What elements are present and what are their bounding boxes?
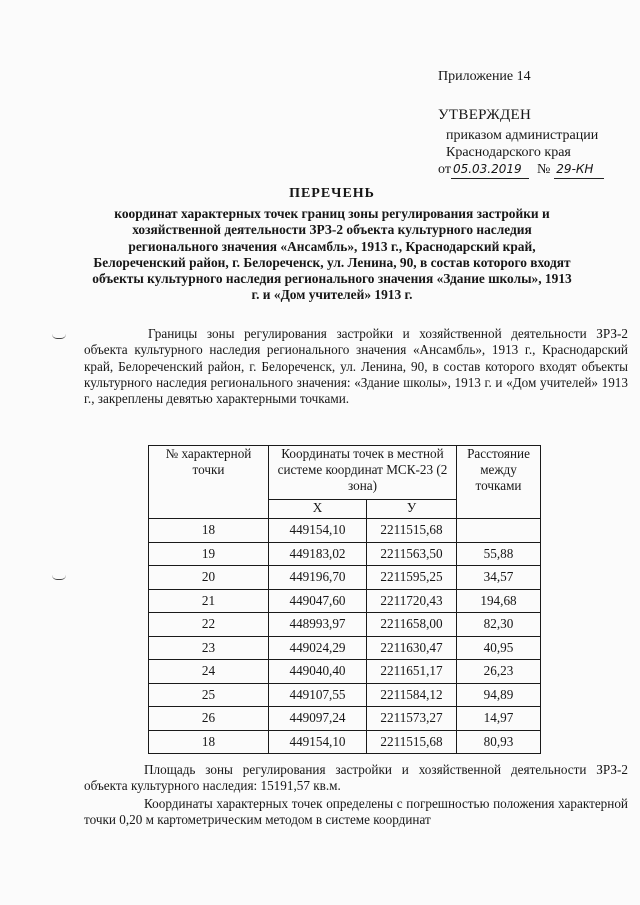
- table-row: [149, 707, 541, 731]
- y-cell: 2211720,43: [367, 589, 457, 613]
- x-cell: 449183,02: [269, 542, 367, 566]
- header-y: У: [367, 500, 457, 519]
- distance-cell: 14,97: [457, 707, 541, 731]
- y-cell: 2211630,47: [367, 636, 457, 660]
- distance-cell: 55,88: [457, 542, 541, 566]
- y-cell: 2211584,12: [367, 683, 457, 707]
- point-cell: 23: [149, 636, 269, 660]
- appendix-label: Приложение 14: [438, 69, 531, 84]
- point-cell: 18: [149, 519, 269, 543]
- distance-cell: 194,68: [457, 589, 541, 613]
- document-title: ПЕРЕЧЕНЬ: [289, 186, 375, 201]
- header-coordinates: Координаты точек в местной системе координат МСК-23 (2 зона): [269, 446, 457, 500]
- table-row: [149, 519, 541, 543]
- y-cell: 2211595,25: [367, 566, 457, 590]
- x-cell: 449154,10: [269, 519, 367, 543]
- precision-paragraph: Координаты характерных точек определены с погрешностью положения характерной точки 0,20 м картометрическим методом в системе координат: [84, 796, 628, 828]
- approval-line-1: приказом администрации: [446, 128, 599, 143]
- number-label: №: [536, 162, 551, 177]
- distance-cell: 26,23: [457, 660, 541, 684]
- coordinates-table: [148, 445, 541, 754]
- x-cell: 448993,97: [269, 613, 367, 637]
- y-cell: 2211573,27: [367, 707, 457, 731]
- table-row: [149, 589, 541, 613]
- distance-cell: 80,93: [457, 730, 541, 754]
- from-label: от: [438, 162, 451, 177]
- distance-cell: 34,57: [457, 566, 541, 590]
- point-cell: 20: [149, 566, 269, 590]
- point-cell: 18: [149, 730, 269, 754]
- x-cell: 449107,55: [269, 683, 367, 707]
- margin-mark: [52, 575, 66, 580]
- y-cell: 2211651,17: [367, 660, 457, 684]
- header-x: X: [269, 500, 367, 519]
- distance-cell: [457, 519, 541, 543]
- approval-block: [438, 68, 638, 179]
- distance-cell: 40,95: [457, 636, 541, 660]
- order-reference: [438, 161, 638, 179]
- x-cell: 449097,24: [269, 707, 367, 731]
- approval-line-2: Краснодарского края: [446, 145, 571, 160]
- x-cell: 449040,40: [269, 660, 367, 684]
- margin-mark: [52, 334, 66, 339]
- document-subtitle: координат характерных точек границ зоны регулирования застройки и хозяйственной деятельности ЗРЗ-2 объекта культурного наследия регионального значения «Ансамбль», 1913 г., Краснодарский край, Белореченский район, г. Белореченск, ул. Ленина, 90, в состав которого входят объекты культурного наследия регионального значения «Здание школы», 1913 г. и «Дом учителей» 1913 г.: [92, 206, 572, 303]
- table-row: [149, 542, 541, 566]
- header-point: № характерной точки: [149, 446, 269, 519]
- order-date: 05.03.2019: [451, 161, 529, 179]
- header-distance: Расстояние между точками: [457, 446, 541, 519]
- point-cell: 26: [149, 707, 269, 731]
- area-paragraph: Площадь зоны регулирования застройки и хозяйственной деятельности ЗРЗ-2 объекта культурного наследия: 15191,57 кв.м.: [84, 762, 628, 794]
- table-row: [149, 613, 541, 637]
- distance-cell: 82,30: [457, 613, 541, 637]
- table-row: [149, 636, 541, 660]
- distance-cell: 94,89: [457, 683, 541, 707]
- x-cell: 449154,10: [269, 730, 367, 754]
- y-cell: 2211563,50: [367, 542, 457, 566]
- x-cell: 449024,29: [269, 636, 367, 660]
- table-row: [149, 660, 541, 684]
- intro-paragraph: Границы зоны регулирования застройки и хозяйственной деятельности ЗРЗ-2 объекта культурного наследия регионального значения «Ансамбль», 1913 г., Краснодарский край, Белореченский район, г. Белореченск, ул. Ленина, 90, в состав которого входят объекты культурного наследия регионального значения: «Здание школы», 1913 г. и «Дом учителей» 1913 г., закреплены девятью характерными точками.: [84, 326, 628, 407]
- table-row: [149, 683, 541, 707]
- point-cell: 21: [149, 589, 269, 613]
- x-cell: 449196,70: [269, 566, 367, 590]
- approved-label: УТВЕРЖДЕН: [438, 107, 532, 123]
- point-cell: 19: [149, 542, 269, 566]
- table-row: [149, 730, 541, 754]
- table-row: [149, 566, 541, 590]
- y-cell: 2211658,00: [367, 613, 457, 637]
- order-number: 29-КН: [554, 161, 604, 179]
- y-cell: 2211515,68: [367, 730, 457, 754]
- point-cell: 22: [149, 613, 269, 637]
- title-block: [92, 186, 572, 303]
- y-cell: 2211515,68: [367, 519, 457, 543]
- x-cell: 449047,60: [269, 589, 367, 613]
- point-cell: 24: [149, 660, 269, 684]
- point-cell: 25: [149, 683, 269, 707]
